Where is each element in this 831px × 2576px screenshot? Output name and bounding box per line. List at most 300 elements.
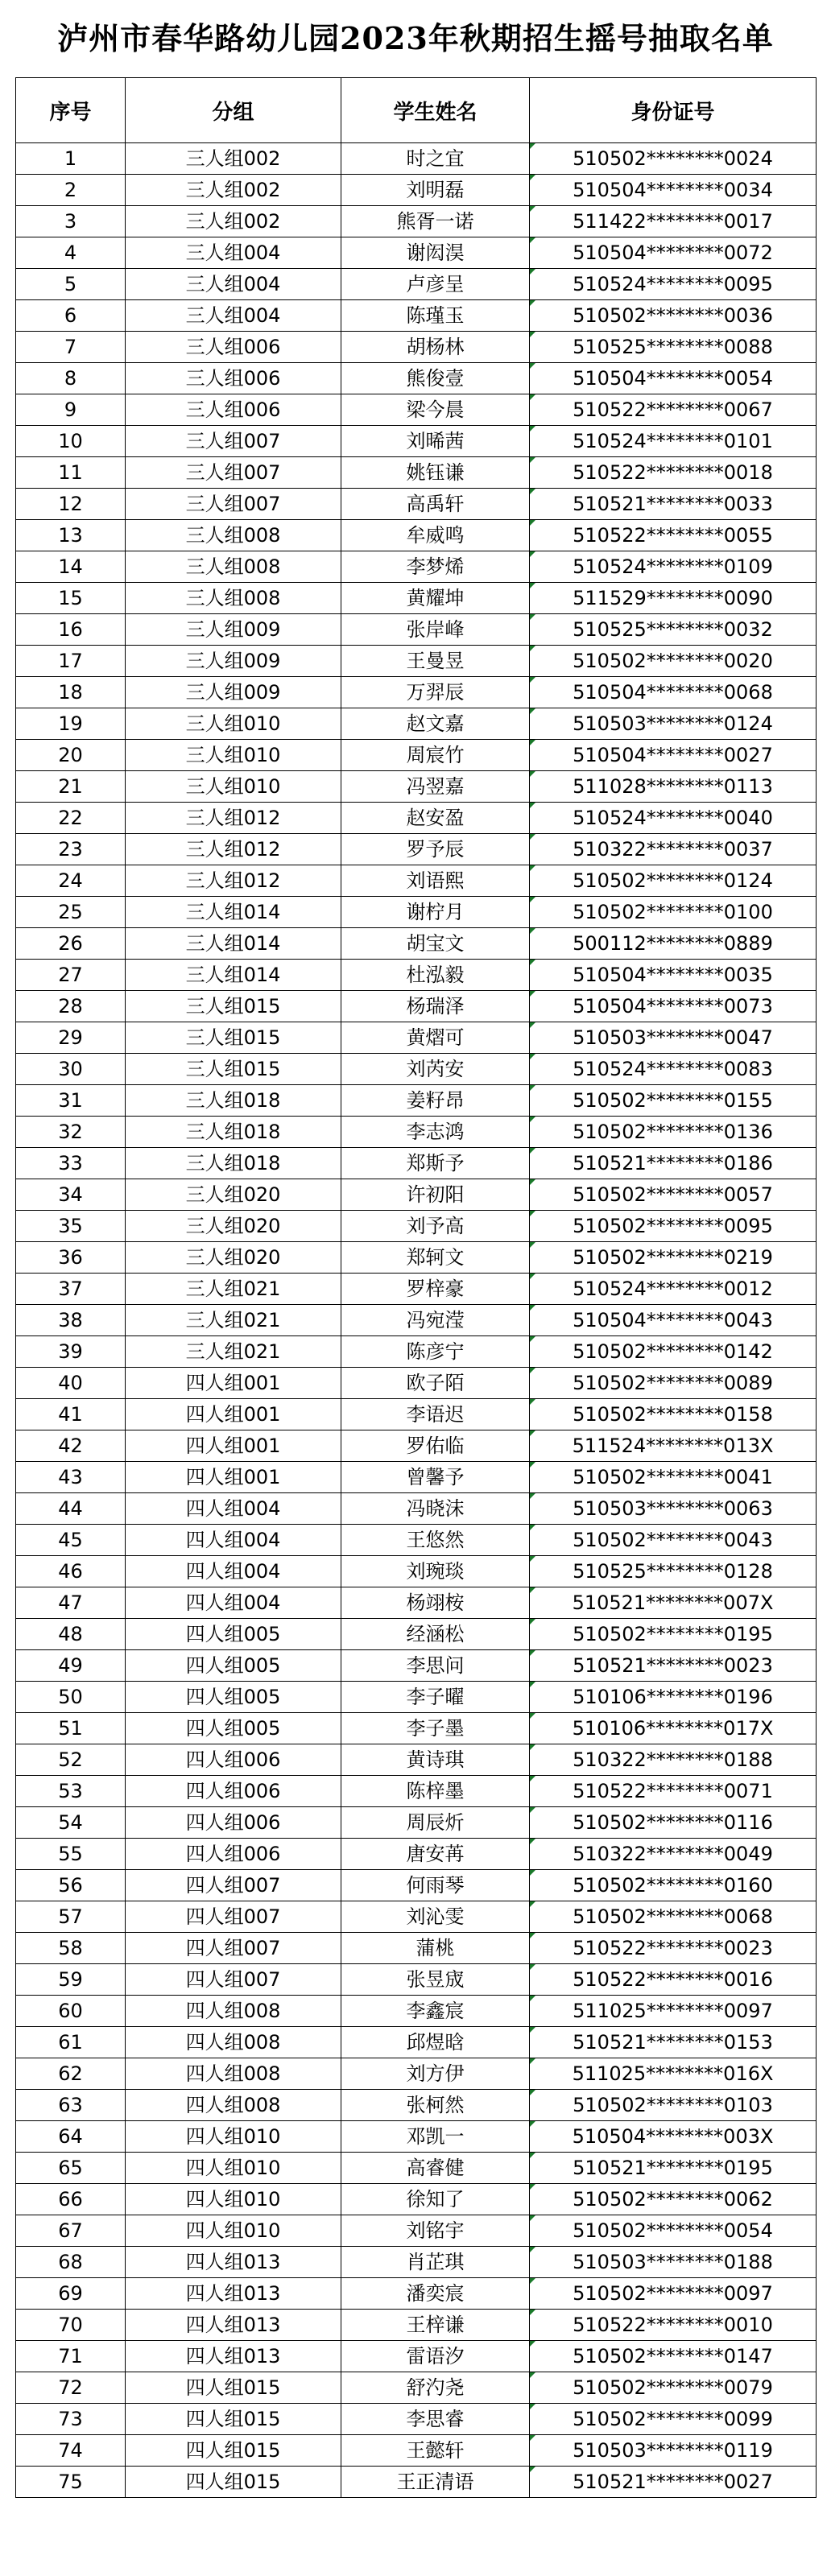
cell-group: 三人组012 [126, 865, 341, 897]
cell-student-name: 姜籽昂 [341, 1085, 530, 1117]
cell-number: 43 [16, 1462, 126, 1493]
cell-group: 四人组013 [126, 2278, 341, 2310]
table-row [16, 551, 817, 583]
cell-number: 27 [16, 960, 126, 991]
cell-group: 三人组009 [126, 614, 341, 646]
table-row [16, 1619, 817, 1650]
cell-number: 31 [16, 1085, 126, 1117]
cell-student-name: 胡宝文 [341, 928, 530, 960]
cell-id-number: 510502********0136 [530, 1117, 817, 1148]
cell-group: 四人组013 [126, 2341, 341, 2372]
cell-student-name: 蒲桃 [341, 1933, 530, 1964]
cell-number: 26 [16, 928, 126, 960]
cell-student-name: 熊胥一诺 [341, 206, 530, 237]
table-row [16, 1839, 817, 1870]
cell-number: 72 [16, 2372, 126, 2404]
cell-id-number: 511025********016X [530, 2058, 817, 2090]
cell-id-number: 511025********0097 [530, 1996, 817, 2027]
cell-id-number: 510504********0068 [530, 677, 817, 708]
cell-id-number: 510502********0116 [530, 1807, 817, 1839]
table-row [16, 1430, 817, 1462]
cell-number: 49 [16, 1650, 126, 1682]
table-row [16, 1587, 817, 1619]
table-row [16, 2467, 817, 2498]
cell-id-number: 510503********0124 [530, 708, 817, 740]
cell-student-name: 刘方伊 [341, 2058, 530, 2090]
table-row [16, 928, 817, 960]
cell-group: 三人组015 [126, 1054, 341, 1085]
cell-number: 58 [16, 1933, 126, 1964]
table-row [16, 614, 817, 646]
cell-number: 22 [16, 803, 126, 834]
cell-number: 70 [16, 2310, 126, 2341]
cell-number: 44 [16, 1493, 126, 1525]
table-row [16, 1148, 817, 1179]
table-row [16, 457, 817, 489]
column-header-group: 分组 [126, 78, 341, 143]
cell-id-number: 511422********0017 [530, 206, 817, 237]
cell-group: 四人组004 [126, 1493, 341, 1525]
cell-group: 四人组008 [126, 2058, 341, 2090]
cell-group: 四人组004 [126, 1556, 341, 1587]
cell-id-number: 510502********0036 [530, 300, 817, 332]
cell-number: 19 [16, 708, 126, 740]
cell-group: 四人组004 [126, 1587, 341, 1619]
cell-id-number: 510502********0079 [530, 2372, 817, 2404]
table-body [16, 143, 817, 2498]
cell-id-number: 510504********0054 [530, 363, 817, 394]
cell-student-name: 肖芷琪 [341, 2247, 530, 2278]
cell-number: 28 [16, 991, 126, 1022]
cell-number: 71 [16, 2341, 126, 2372]
cell-group: 四人组001 [126, 1368, 341, 1399]
cell-id-number: 510502********0043 [530, 1525, 817, 1556]
cell-student-name: 许初阳 [341, 1179, 530, 1211]
cell-student-name: 高禹轩 [341, 489, 530, 520]
cell-id-number: 510521********007X [530, 1587, 817, 1619]
table-row [16, 1336, 817, 1368]
cell-group: 三人组021 [126, 1336, 341, 1368]
cell-student-name: 刘芮安 [341, 1054, 530, 1085]
cell-student-name: 熊俊壹 [341, 363, 530, 394]
cell-id-number: 510522********0067 [530, 394, 817, 426]
column-header-student-name: 学生姓名 [341, 78, 530, 143]
table-row [16, 1933, 817, 1964]
cell-id-number: 510502********0054 [530, 2215, 817, 2247]
cell-group: 三人组007 [126, 426, 341, 457]
cell-group: 四人组006 [126, 1776, 341, 1807]
table-row [16, 1305, 817, 1336]
cell-id-number: 510502********0057 [530, 1179, 817, 1211]
cell-group: 四人组004 [126, 1525, 341, 1556]
cell-student-name: 王正清语 [341, 2467, 530, 2498]
cell-id-number: 510522********0016 [530, 1964, 817, 1996]
cell-student-name: 周宸竹 [341, 740, 530, 771]
table-row [16, 143, 817, 175]
cell-student-name: 陈梓墨 [341, 1776, 530, 1807]
cell-id-number: 510504********0072 [530, 237, 817, 269]
cell-id-number: 511028********0113 [530, 771, 817, 803]
cell-group: 三人组006 [126, 332, 341, 363]
cell-student-name: 李梦烯 [341, 551, 530, 583]
table-row [16, 269, 817, 300]
cell-id-number: 510502********0103 [530, 2090, 817, 2121]
cell-group: 四人组008 [126, 1996, 341, 2027]
cell-number: 67 [16, 2215, 126, 2247]
cell-number: 33 [16, 1148, 126, 1179]
admission-table [15, 77, 817, 2498]
cell-number: 4 [16, 237, 126, 269]
cell-group: 四人组010 [126, 2121, 341, 2153]
cell-student-name: 谢柠月 [341, 897, 530, 928]
cell-id-number: 510524********0109 [530, 551, 817, 583]
cell-id-number: 510522********0055 [530, 520, 817, 551]
table-header-row [16, 78, 817, 143]
cell-number: 8 [16, 363, 126, 394]
table-row [16, 426, 817, 457]
cell-id-number: 510106********0196 [530, 1682, 817, 1713]
cell-number: 6 [16, 300, 126, 332]
cell-number: 29 [16, 1022, 126, 1054]
cell-student-name: 何雨琴 [341, 1870, 530, 1901]
cell-student-name: 赵安盈 [341, 803, 530, 834]
table-row [16, 677, 817, 708]
cell-student-name: 邓凯一 [341, 2121, 530, 2153]
cell-number: 10 [16, 426, 126, 457]
cell-id-number: 510522********0071 [530, 1776, 817, 1807]
cell-student-name: 李语迟 [341, 1399, 530, 1430]
cell-student-name: 杨瑞泽 [341, 991, 530, 1022]
cell-number: 69 [16, 2278, 126, 2310]
cell-group: 三人组010 [126, 708, 341, 740]
cell-group: 四人组015 [126, 2404, 341, 2435]
cell-group: 三人组014 [126, 897, 341, 928]
cell-student-name: 刘沁雯 [341, 1901, 530, 1933]
cell-id-number: 510525********0128 [530, 1556, 817, 1587]
cell-group: 三人组018 [126, 1117, 341, 1148]
cell-number: 54 [16, 1807, 126, 1839]
cell-number: 63 [16, 2090, 126, 2121]
cell-number: 60 [16, 1996, 126, 2027]
cell-group: 四人组005 [126, 1650, 341, 1682]
cell-number: 45 [16, 1525, 126, 1556]
cell-id-number: 510503********0188 [530, 2247, 817, 2278]
cell-group: 四人组006 [126, 1744, 341, 1776]
cell-id-number: 510524********0095 [530, 269, 817, 300]
table-row [16, 394, 817, 426]
cell-group: 三人组006 [126, 394, 341, 426]
cell-number: 40 [16, 1368, 126, 1399]
table-row [16, 237, 817, 269]
cell-number: 13 [16, 520, 126, 551]
cell-id-number: 510524********0101 [530, 426, 817, 457]
cell-student-name: 郑斯予 [341, 1148, 530, 1179]
cell-number: 5 [16, 269, 126, 300]
cell-student-name: 黄耀坤 [341, 583, 530, 614]
cell-group: 三人组014 [126, 960, 341, 991]
cell-student-name: 经涵松 [341, 1619, 530, 1650]
cell-id-number: 500112********0889 [530, 928, 817, 960]
cell-number: 64 [16, 2121, 126, 2153]
cell-group: 三人组010 [126, 740, 341, 771]
cell-student-name: 卢彦呈 [341, 269, 530, 300]
cell-group: 四人组006 [126, 1839, 341, 1870]
cell-group: 四人组008 [126, 2090, 341, 2121]
table-row [16, 2215, 817, 2247]
cell-group: 四人组010 [126, 2215, 341, 2247]
table-row [16, 1901, 817, 1933]
cell-group: 三人组015 [126, 991, 341, 1022]
cell-student-name: 舒汋尧 [341, 2372, 530, 2404]
cell-group: 三人组007 [126, 489, 341, 520]
cell-id-number: 510322********0188 [530, 1744, 817, 1776]
cell-group: 四人组007 [126, 1901, 341, 1933]
cell-group: 三人组004 [126, 269, 341, 300]
cell-number: 1 [16, 143, 126, 175]
cell-id-number: 510503********0119 [530, 2435, 817, 2467]
cell-number: 74 [16, 2435, 126, 2467]
cell-group: 三人组010 [126, 771, 341, 803]
cell-id-number: 510521********0186 [530, 1148, 817, 1179]
cell-student-name: 欧子陌 [341, 1368, 530, 1399]
table-row [16, 1744, 817, 1776]
column-header-number: 序号 [16, 78, 126, 143]
cell-group: 四人组007 [126, 1964, 341, 1996]
cell-group: 三人组009 [126, 677, 341, 708]
cell-student-name: 郑轲文 [341, 1242, 530, 1274]
cell-student-name: 徐知了 [341, 2184, 530, 2215]
cell-group: 三人组014 [126, 928, 341, 960]
cell-group: 三人组002 [126, 206, 341, 237]
cell-student-name: 刘予高 [341, 1211, 530, 1242]
cell-number: 35 [16, 1211, 126, 1242]
cell-student-name: 姚钰谦 [341, 457, 530, 489]
cell-group: 三人组012 [126, 803, 341, 834]
cell-group: 三人组008 [126, 583, 341, 614]
cell-group: 三人组004 [126, 300, 341, 332]
table-row [16, 1242, 817, 1274]
cell-group: 三人组008 [126, 520, 341, 551]
cell-number: 3 [16, 206, 126, 237]
table-row [16, 1807, 817, 1839]
cell-student-name: 谢闳淏 [341, 237, 530, 269]
cell-student-name: 刘明磊 [341, 175, 530, 206]
table-row [16, 1399, 817, 1430]
cell-student-name: 罗佑临 [341, 1430, 530, 1462]
cell-group: 四人组013 [126, 2310, 341, 2341]
cell-id-number: 510521********0153 [530, 2027, 817, 2058]
cell-student-name: 高睿健 [341, 2153, 530, 2184]
cell-group: 四人组010 [126, 2153, 341, 2184]
table-row [16, 960, 817, 991]
cell-student-name: 李思睿 [341, 2404, 530, 2435]
table-row [16, 1525, 817, 1556]
cell-id-number: 510322********0049 [530, 1839, 817, 1870]
cell-number: 66 [16, 2184, 126, 2215]
cell-id-number: 511529********0090 [530, 583, 817, 614]
cell-student-name: 时之宜 [341, 143, 530, 175]
cell-number: 38 [16, 1305, 126, 1336]
cell-student-name: 陈瑾玉 [341, 300, 530, 332]
table-row [16, 991, 817, 1022]
cell-id-number: 510503********0063 [530, 1493, 817, 1525]
cell-number: 48 [16, 1619, 126, 1650]
cell-id-number: 510106********017X [530, 1713, 817, 1744]
cell-id-number: 510504********0073 [530, 991, 817, 1022]
cell-id-number: 510522********0023 [530, 1933, 817, 1964]
cell-group: 三人组020 [126, 1242, 341, 1274]
table-row [16, 489, 817, 520]
table-row [16, 1493, 817, 1525]
cell-student-name: 张昱宬 [341, 1964, 530, 1996]
cell-id-number: 511524********013X [530, 1430, 817, 1462]
table-row [16, 2247, 817, 2278]
cell-number: 56 [16, 1870, 126, 1901]
cell-number: 59 [16, 1964, 126, 1996]
cell-number: 16 [16, 614, 126, 646]
cell-student-name: 李子曜 [341, 1682, 530, 1713]
cell-student-name: 王梓谦 [341, 2310, 530, 2341]
cell-group: 三人组012 [126, 834, 341, 865]
table-row [16, 1682, 817, 1713]
table-row [16, 771, 817, 803]
cell-student-name: 黄诗琪 [341, 1744, 530, 1776]
cell-student-name: 李思问 [341, 1650, 530, 1682]
cell-student-name: 王懿轩 [341, 2435, 530, 2467]
cell-id-number: 510521********0027 [530, 2467, 817, 2498]
table-row [16, 1964, 817, 1996]
cell-student-name: 冯晓沫 [341, 1493, 530, 1525]
table-row [16, 1022, 817, 1054]
cell-id-number: 510502********0155 [530, 1085, 817, 1117]
table-row [16, 1996, 817, 2027]
cell-id-number: 510502********0020 [530, 646, 817, 677]
cell-group: 四人组007 [126, 1870, 341, 1901]
cell-student-name: 张柯然 [341, 2090, 530, 2121]
cell-number: 17 [16, 646, 126, 677]
table-row [16, 1650, 817, 1682]
cell-group: 四人组006 [126, 1807, 341, 1839]
cell-number: 25 [16, 897, 126, 928]
cell-group: 四人组001 [126, 1430, 341, 1462]
cell-number: 68 [16, 2247, 126, 2278]
cell-student-name: 胡杨林 [341, 332, 530, 363]
cell-group: 四人组015 [126, 2467, 341, 2498]
table-row [16, 2058, 817, 2090]
cell-group: 四人组005 [126, 1682, 341, 1713]
table-row [16, 1179, 817, 1211]
cell-student-name: 冯宛滢 [341, 1305, 530, 1336]
cell-student-name: 王悠然 [341, 1525, 530, 1556]
cell-student-name: 李鑫宸 [341, 1996, 530, 2027]
cell-number: 7 [16, 332, 126, 363]
table-row [16, 803, 817, 834]
cell-group: 四人组015 [126, 2435, 341, 2467]
cell-student-name: 黄熠可 [341, 1022, 530, 1054]
cell-group: 三人组009 [126, 646, 341, 677]
cell-student-name: 邱煜晗 [341, 2027, 530, 2058]
table-row [16, 834, 817, 865]
cell-number: 23 [16, 834, 126, 865]
cell-id-number: 510522********0010 [530, 2310, 817, 2341]
cell-student-name: 牟威鸣 [341, 520, 530, 551]
cell-number: 65 [16, 2153, 126, 2184]
table-row [16, 2435, 817, 2467]
table-row [16, 583, 817, 614]
cell-number: 47 [16, 1587, 126, 1619]
cell-number: 61 [16, 2027, 126, 2058]
table-row [16, 520, 817, 551]
cell-student-name: 刘琬琰 [341, 1556, 530, 1587]
cell-group: 三人组015 [126, 1022, 341, 1054]
table-row [16, 708, 817, 740]
table-row [16, 1462, 817, 1493]
cell-student-name: 张岸峰 [341, 614, 530, 646]
table-row [16, 1274, 817, 1305]
cell-id-number: 510504********0043 [530, 1305, 817, 1336]
cell-number: 53 [16, 1776, 126, 1807]
cell-group: 三人组007 [126, 457, 341, 489]
cell-number: 51 [16, 1713, 126, 1744]
table-row [16, 646, 817, 677]
cell-student-name: 曾馨予 [341, 1462, 530, 1493]
cell-id-number: 510502********0062 [530, 2184, 817, 2215]
cell-number: 55 [16, 1839, 126, 1870]
cell-number: 37 [16, 1274, 126, 1305]
cell-group: 三人组020 [126, 1179, 341, 1211]
cell-id-number: 510525********0088 [530, 332, 817, 363]
cell-group: 四人组010 [126, 2184, 341, 2215]
cell-id-number: 510502********0097 [530, 2278, 817, 2310]
cell-student-name: 唐安苒 [341, 1839, 530, 1870]
table-row [16, 1713, 817, 1744]
cell-student-name: 杜泓毅 [341, 960, 530, 991]
cell-group: 四人组013 [126, 2247, 341, 2278]
cell-student-name: 万羿辰 [341, 677, 530, 708]
table-row [16, 300, 817, 332]
cell-student-name: 杨翊桉 [341, 1587, 530, 1619]
cell-number: 75 [16, 2467, 126, 2498]
cell-id-number: 510502********0195 [530, 1619, 817, 1650]
cell-id-number: 510322********0037 [530, 834, 817, 865]
table-row [16, 2310, 817, 2341]
table-row [16, 332, 817, 363]
cell-number: 62 [16, 2058, 126, 2090]
cell-id-number: 510502********0041 [530, 1462, 817, 1493]
cell-number: 41 [16, 1399, 126, 1430]
cell-number: 24 [16, 865, 126, 897]
cell-number: 36 [16, 1242, 126, 1274]
cell-id-number: 510502********0142 [530, 1336, 817, 1368]
table-row [16, 2027, 817, 2058]
cell-id-number: 510525********0032 [530, 614, 817, 646]
cell-number: 42 [16, 1430, 126, 1462]
cell-id-number: 510504********0034 [530, 175, 817, 206]
cell-id-number: 510502********0089 [530, 1368, 817, 1399]
cell-group: 三人组004 [126, 237, 341, 269]
cell-number: 50 [16, 1682, 126, 1713]
cell-id-number: 510503********0047 [530, 1022, 817, 1054]
table-row [16, 2184, 817, 2215]
cell-number: 57 [16, 1901, 126, 1933]
cell-group: 四人组001 [126, 1462, 341, 1493]
table-row [16, 1117, 817, 1148]
table-row [16, 2121, 817, 2153]
cell-id-number: 510521********0195 [530, 2153, 817, 2184]
cell-group: 四人组008 [126, 2027, 341, 2058]
cell-number: 14 [16, 551, 126, 583]
cell-number: 9 [16, 394, 126, 426]
